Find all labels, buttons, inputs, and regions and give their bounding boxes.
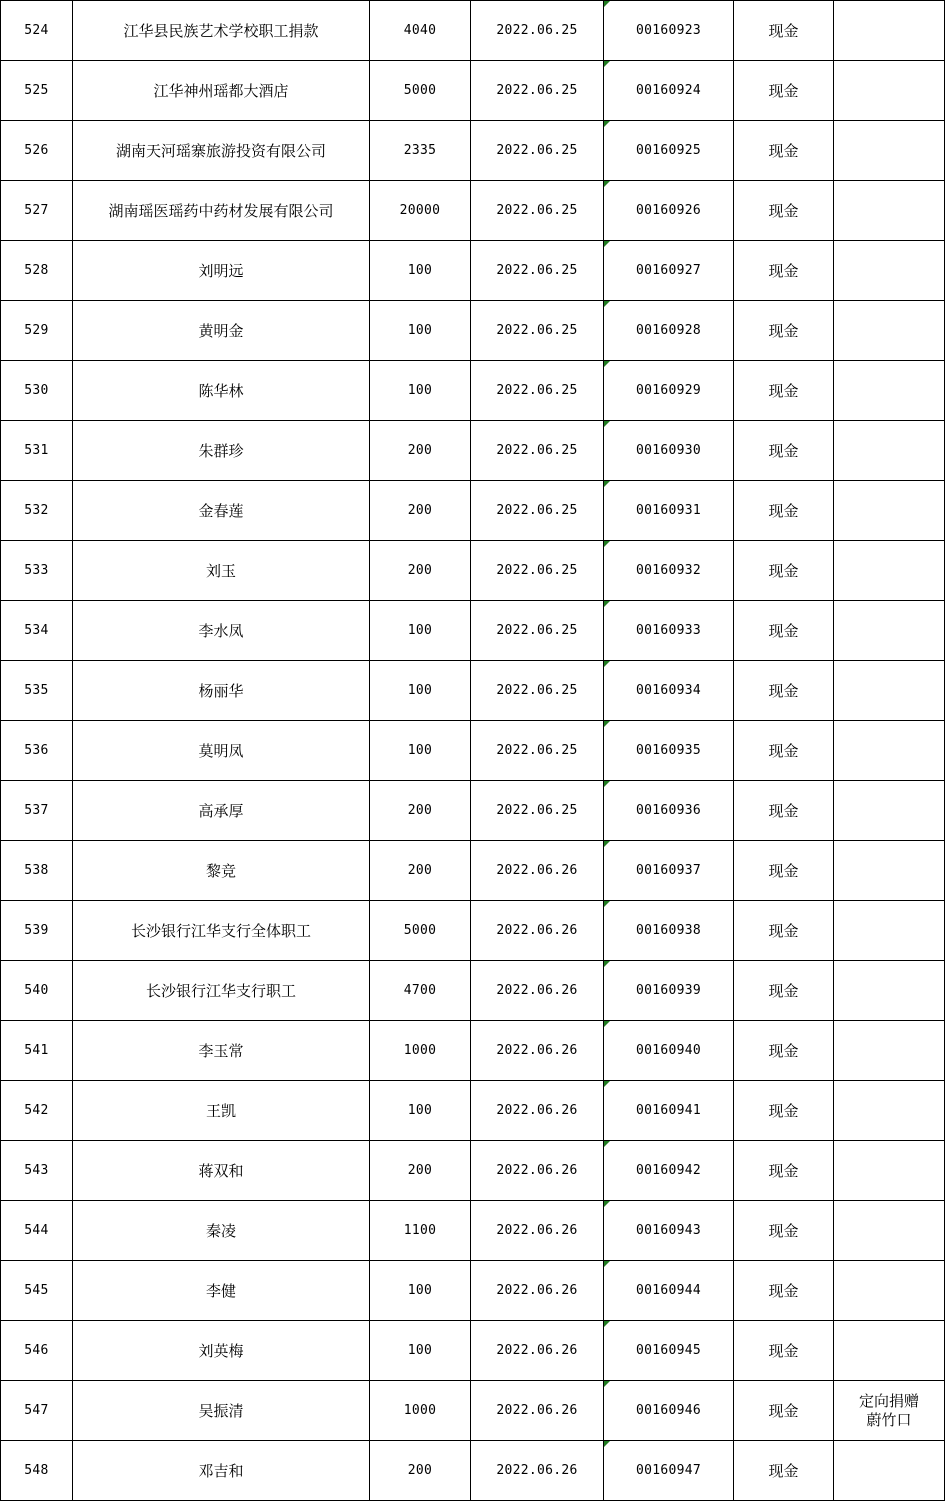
- receipt-number-cell: 00160937: [604, 841, 734, 901]
- table-row: [1, 1141, 945, 1201]
- receipt-number-cell: 00160929: [604, 361, 734, 421]
- date-cell: 2022.06.25: [471, 241, 604, 301]
- payment-method-cell: 现金: [734, 181, 834, 241]
- row-number-cell: 525: [1, 61, 73, 121]
- note-cell: [834, 421, 945, 481]
- table-row: [1, 181, 945, 241]
- payment-method-cell: 现金: [734, 121, 834, 181]
- payment-method-cell: 现金: [734, 661, 834, 721]
- receipt-number-cell: 00160926: [604, 181, 734, 241]
- payment-method-cell: 现金: [734, 901, 834, 961]
- donor-name-cell: 李水凤: [73, 601, 370, 661]
- receipt-number-cell: 00160923: [604, 1, 734, 61]
- note-cell: [834, 1021, 945, 1081]
- row-number-cell: 543: [1, 1141, 73, 1201]
- receipt-number-cell: 00160946: [604, 1381, 734, 1441]
- table-row: [1, 1381, 945, 1441]
- date-cell: 2022.06.25: [471, 1, 604, 61]
- payment-method-cell: 现金: [734, 1201, 834, 1261]
- receipt-number-cell: 00160924: [604, 61, 734, 121]
- receipt-number-cell: 00160927: [604, 241, 734, 301]
- date-cell: 2022.06.25: [471, 301, 604, 361]
- donor-name-cell: 朱群珍: [73, 421, 370, 481]
- payment-method-cell: 现金: [734, 721, 834, 781]
- donor-name-cell: 湖南天河瑶寨旅游投资有限公司: [73, 121, 370, 181]
- donor-name-cell: 李健: [73, 1261, 370, 1321]
- note-cell: [834, 781, 945, 841]
- row-number-cell: 542: [1, 1081, 73, 1141]
- donor-name-cell: 蒋双和: [73, 1141, 370, 1201]
- row-number-cell: 544: [1, 1201, 73, 1261]
- table-row: [1, 241, 945, 301]
- payment-method-cell: 现金: [734, 421, 834, 481]
- row-number-cell: 537: [1, 781, 73, 841]
- receipt-number-cell: 00160932: [604, 541, 734, 601]
- amount-cell: 1000: [370, 1021, 471, 1081]
- payment-method-cell: 现金: [734, 781, 834, 841]
- row-number-cell: 541: [1, 1021, 73, 1081]
- note-cell: [834, 61, 945, 121]
- row-number-cell: 532: [1, 481, 73, 541]
- payment-method-cell: 现金: [734, 1021, 834, 1081]
- donor-name-cell: 黎竞: [73, 841, 370, 901]
- row-number-cell: 545: [1, 1261, 73, 1321]
- amount-cell: 200: [370, 781, 471, 841]
- amount-cell: 100: [370, 601, 471, 661]
- receipt-number-cell: 00160940: [604, 1021, 734, 1081]
- payment-method-cell: 现金: [734, 1261, 834, 1321]
- note-cell: [834, 541, 945, 601]
- row-number-cell: 536: [1, 721, 73, 781]
- date-cell: 2022.06.25: [471, 781, 604, 841]
- receipt-number-cell: 00160945: [604, 1321, 734, 1381]
- note-cell: [834, 961, 945, 1021]
- amount-cell: 100: [370, 1081, 471, 1141]
- note-cell: [834, 721, 945, 781]
- table-row: [1, 481, 945, 541]
- payment-method-cell: 现金: [734, 301, 834, 361]
- note-cell: [834, 1261, 945, 1321]
- payment-method-cell: 现金: [734, 61, 834, 121]
- row-number-cell: 528: [1, 241, 73, 301]
- receipt-number-cell: 00160925: [604, 121, 734, 181]
- date-cell: 2022.06.26: [471, 841, 604, 901]
- donor-name-cell: 莫明凤: [73, 721, 370, 781]
- amount-cell: 5000: [370, 61, 471, 121]
- amount-cell: 100: [370, 301, 471, 361]
- amount-cell: 100: [370, 1321, 471, 1381]
- date-cell: 2022.06.25: [471, 121, 604, 181]
- receipt-number-cell: 00160931: [604, 481, 734, 541]
- donor-name-cell: 江华县民族艺术学校职工捐款: [73, 1, 370, 61]
- receipt-number-cell: 00160944: [604, 1261, 734, 1321]
- donor-name-cell: 江华神州瑶都大酒店: [73, 61, 370, 121]
- donor-name-cell: 高承厚: [73, 781, 370, 841]
- receipt-number-cell: 00160941: [604, 1081, 734, 1141]
- payment-method-cell: 现金: [734, 1081, 834, 1141]
- donor-name-cell: 湖南瑶医瑶药中药材发展有限公司: [73, 181, 370, 241]
- date-cell: 2022.06.25: [471, 181, 604, 241]
- table-row: [1, 841, 945, 901]
- date-cell: 2022.06.26: [471, 901, 604, 961]
- row-number-cell: 534: [1, 601, 73, 661]
- donor-name-cell: 长沙银行江华支行全体职工: [73, 901, 370, 961]
- row-number-cell: 533: [1, 541, 73, 601]
- amount-cell: 100: [370, 1261, 471, 1321]
- table-row: [1, 1321, 945, 1381]
- date-cell: 2022.06.25: [471, 541, 604, 601]
- payment-method-cell: 现金: [734, 241, 834, 301]
- table-row: [1, 1, 945, 61]
- receipt-number-cell: 00160934: [604, 661, 734, 721]
- donor-name-cell: 邓吉和: [73, 1441, 370, 1501]
- amount-cell: 2335: [370, 121, 471, 181]
- receipt-number-cell: 00160928: [604, 301, 734, 361]
- donor-name-cell: 黄明金: [73, 301, 370, 361]
- row-number-cell: 531: [1, 421, 73, 481]
- row-number-cell: 535: [1, 661, 73, 721]
- table-row: [1, 541, 945, 601]
- note-cell: [834, 1441, 945, 1501]
- table-row: [1, 1441, 945, 1501]
- date-cell: 2022.06.26: [471, 1261, 604, 1321]
- note-cell: [834, 121, 945, 181]
- amount-cell: 200: [370, 481, 471, 541]
- table-row: [1, 901, 945, 961]
- amount-cell: 100: [370, 721, 471, 781]
- amount-cell: 100: [370, 361, 471, 421]
- note-cell: [834, 1081, 945, 1141]
- date-cell: 2022.06.26: [471, 961, 604, 1021]
- donor-name-cell: 金春莲: [73, 481, 370, 541]
- row-number-cell: 527: [1, 181, 73, 241]
- table-row: [1, 1201, 945, 1261]
- date-cell: 2022.06.26: [471, 1141, 604, 1201]
- amount-cell: 100: [370, 241, 471, 301]
- donor-name-cell: 陈华林: [73, 361, 370, 421]
- date-cell: 2022.06.25: [471, 421, 604, 481]
- donor-name-cell: 杨丽华: [73, 661, 370, 721]
- table-row: [1, 721, 945, 781]
- payment-method-cell: 现金: [734, 1381, 834, 1441]
- note-cell: [834, 1141, 945, 1201]
- table-row: [1, 1021, 945, 1081]
- amount-cell: 200: [370, 541, 471, 601]
- row-number-cell: 547: [1, 1381, 73, 1441]
- receipt-number-cell: 00160939: [604, 961, 734, 1021]
- payment-method-cell: 现金: [734, 361, 834, 421]
- table-row: [1, 421, 945, 481]
- amount-cell: 200: [370, 421, 471, 481]
- date-cell: 2022.06.26: [471, 1081, 604, 1141]
- date-cell: 2022.06.25: [471, 601, 604, 661]
- table-row: [1, 61, 945, 121]
- receipt-number-cell: 00160947: [604, 1441, 734, 1501]
- note-cell: [834, 901, 945, 961]
- table-row: [1, 1081, 945, 1141]
- date-cell: 2022.06.26: [471, 1381, 604, 1441]
- row-number-cell: 530: [1, 361, 73, 421]
- donor-name-cell: 王凯: [73, 1081, 370, 1141]
- amount-cell: 4700: [370, 961, 471, 1021]
- amount-cell: 200: [370, 841, 471, 901]
- table-row: [1, 301, 945, 361]
- note-cell: [834, 1, 945, 61]
- receipt-number-cell: 00160938: [604, 901, 734, 961]
- table-row: [1, 781, 945, 841]
- amount-cell: 200: [370, 1441, 471, 1501]
- receipt-number-cell: 00160936: [604, 781, 734, 841]
- amount-cell: 1000: [370, 1381, 471, 1441]
- date-cell: 2022.06.25: [471, 481, 604, 541]
- receipt-number-cell: 00160942: [604, 1141, 734, 1201]
- payment-method-cell: 现金: [734, 541, 834, 601]
- note-cell: 定向捐赠 蔚竹口: [834, 1381, 945, 1441]
- amount-cell: 1100: [370, 1201, 471, 1261]
- row-number-cell: 546: [1, 1321, 73, 1381]
- row-number-cell: 524: [1, 1, 73, 61]
- donor-name-cell: 刘英梅: [73, 1321, 370, 1381]
- amount-cell: 20000: [370, 181, 471, 241]
- date-cell: 2022.06.25: [471, 721, 604, 781]
- payment-method-cell: 现金: [734, 1141, 834, 1201]
- note-cell: [834, 1321, 945, 1381]
- note-cell: [834, 661, 945, 721]
- table-row: [1, 361, 945, 421]
- receipt-number-cell: 00160935: [604, 721, 734, 781]
- date-cell: 2022.06.26: [471, 1201, 604, 1261]
- note-cell: [834, 601, 945, 661]
- amount-cell: 200: [370, 1141, 471, 1201]
- date-cell: 2022.06.25: [471, 61, 604, 121]
- table-row: [1, 121, 945, 181]
- receipt-number-cell: 00160943: [604, 1201, 734, 1261]
- row-number-cell: 539: [1, 901, 73, 961]
- table-row: [1, 1261, 945, 1321]
- note-cell: [834, 301, 945, 361]
- note-cell: [834, 241, 945, 301]
- receipt-number-cell: 00160930: [604, 421, 734, 481]
- note-cell: [834, 1201, 945, 1261]
- payment-method-cell: 现金: [734, 1321, 834, 1381]
- date-cell: 2022.06.26: [471, 1021, 604, 1081]
- payment-method-cell: 现金: [734, 481, 834, 541]
- date-cell: 2022.06.25: [471, 661, 604, 721]
- payment-method-cell: 现金: [734, 961, 834, 1021]
- donor-name-cell: 秦凌: [73, 1201, 370, 1261]
- donor-name-cell: 刘玉: [73, 541, 370, 601]
- table-body: [1, 1, 945, 1501]
- table-row: [1, 961, 945, 1021]
- donor-name-cell: 刘明远: [73, 241, 370, 301]
- row-number-cell: 540: [1, 961, 73, 1021]
- amount-cell: 5000: [370, 901, 471, 961]
- donor-name-cell: 长沙银行江华支行职工: [73, 961, 370, 1021]
- amount-cell: 100: [370, 661, 471, 721]
- row-number-cell: 529: [1, 301, 73, 361]
- table-row: [1, 601, 945, 661]
- row-number-cell: 538: [1, 841, 73, 901]
- row-number-cell: 526: [1, 121, 73, 181]
- date-cell: 2022.06.26: [471, 1321, 604, 1381]
- note-cell: [834, 841, 945, 901]
- receipt-number-cell: 00160933: [604, 601, 734, 661]
- note-cell: [834, 181, 945, 241]
- payment-method-cell: 现金: [734, 601, 834, 661]
- date-cell: 2022.06.25: [471, 361, 604, 421]
- donor-name-cell: 吴振清: [73, 1381, 370, 1441]
- date-cell: 2022.06.26: [471, 1441, 604, 1501]
- payment-method-cell: 现金: [734, 841, 834, 901]
- note-cell: [834, 361, 945, 421]
- payment-method-cell: 现金: [734, 1, 834, 61]
- payment-method-cell: 现金: [734, 1441, 834, 1501]
- row-number-cell: 548: [1, 1441, 73, 1501]
- amount-cell: 4040: [370, 1, 471, 61]
- donor-name-cell: 李玉常: [73, 1021, 370, 1081]
- note-cell: [834, 481, 945, 541]
- table-row: [1, 661, 945, 721]
